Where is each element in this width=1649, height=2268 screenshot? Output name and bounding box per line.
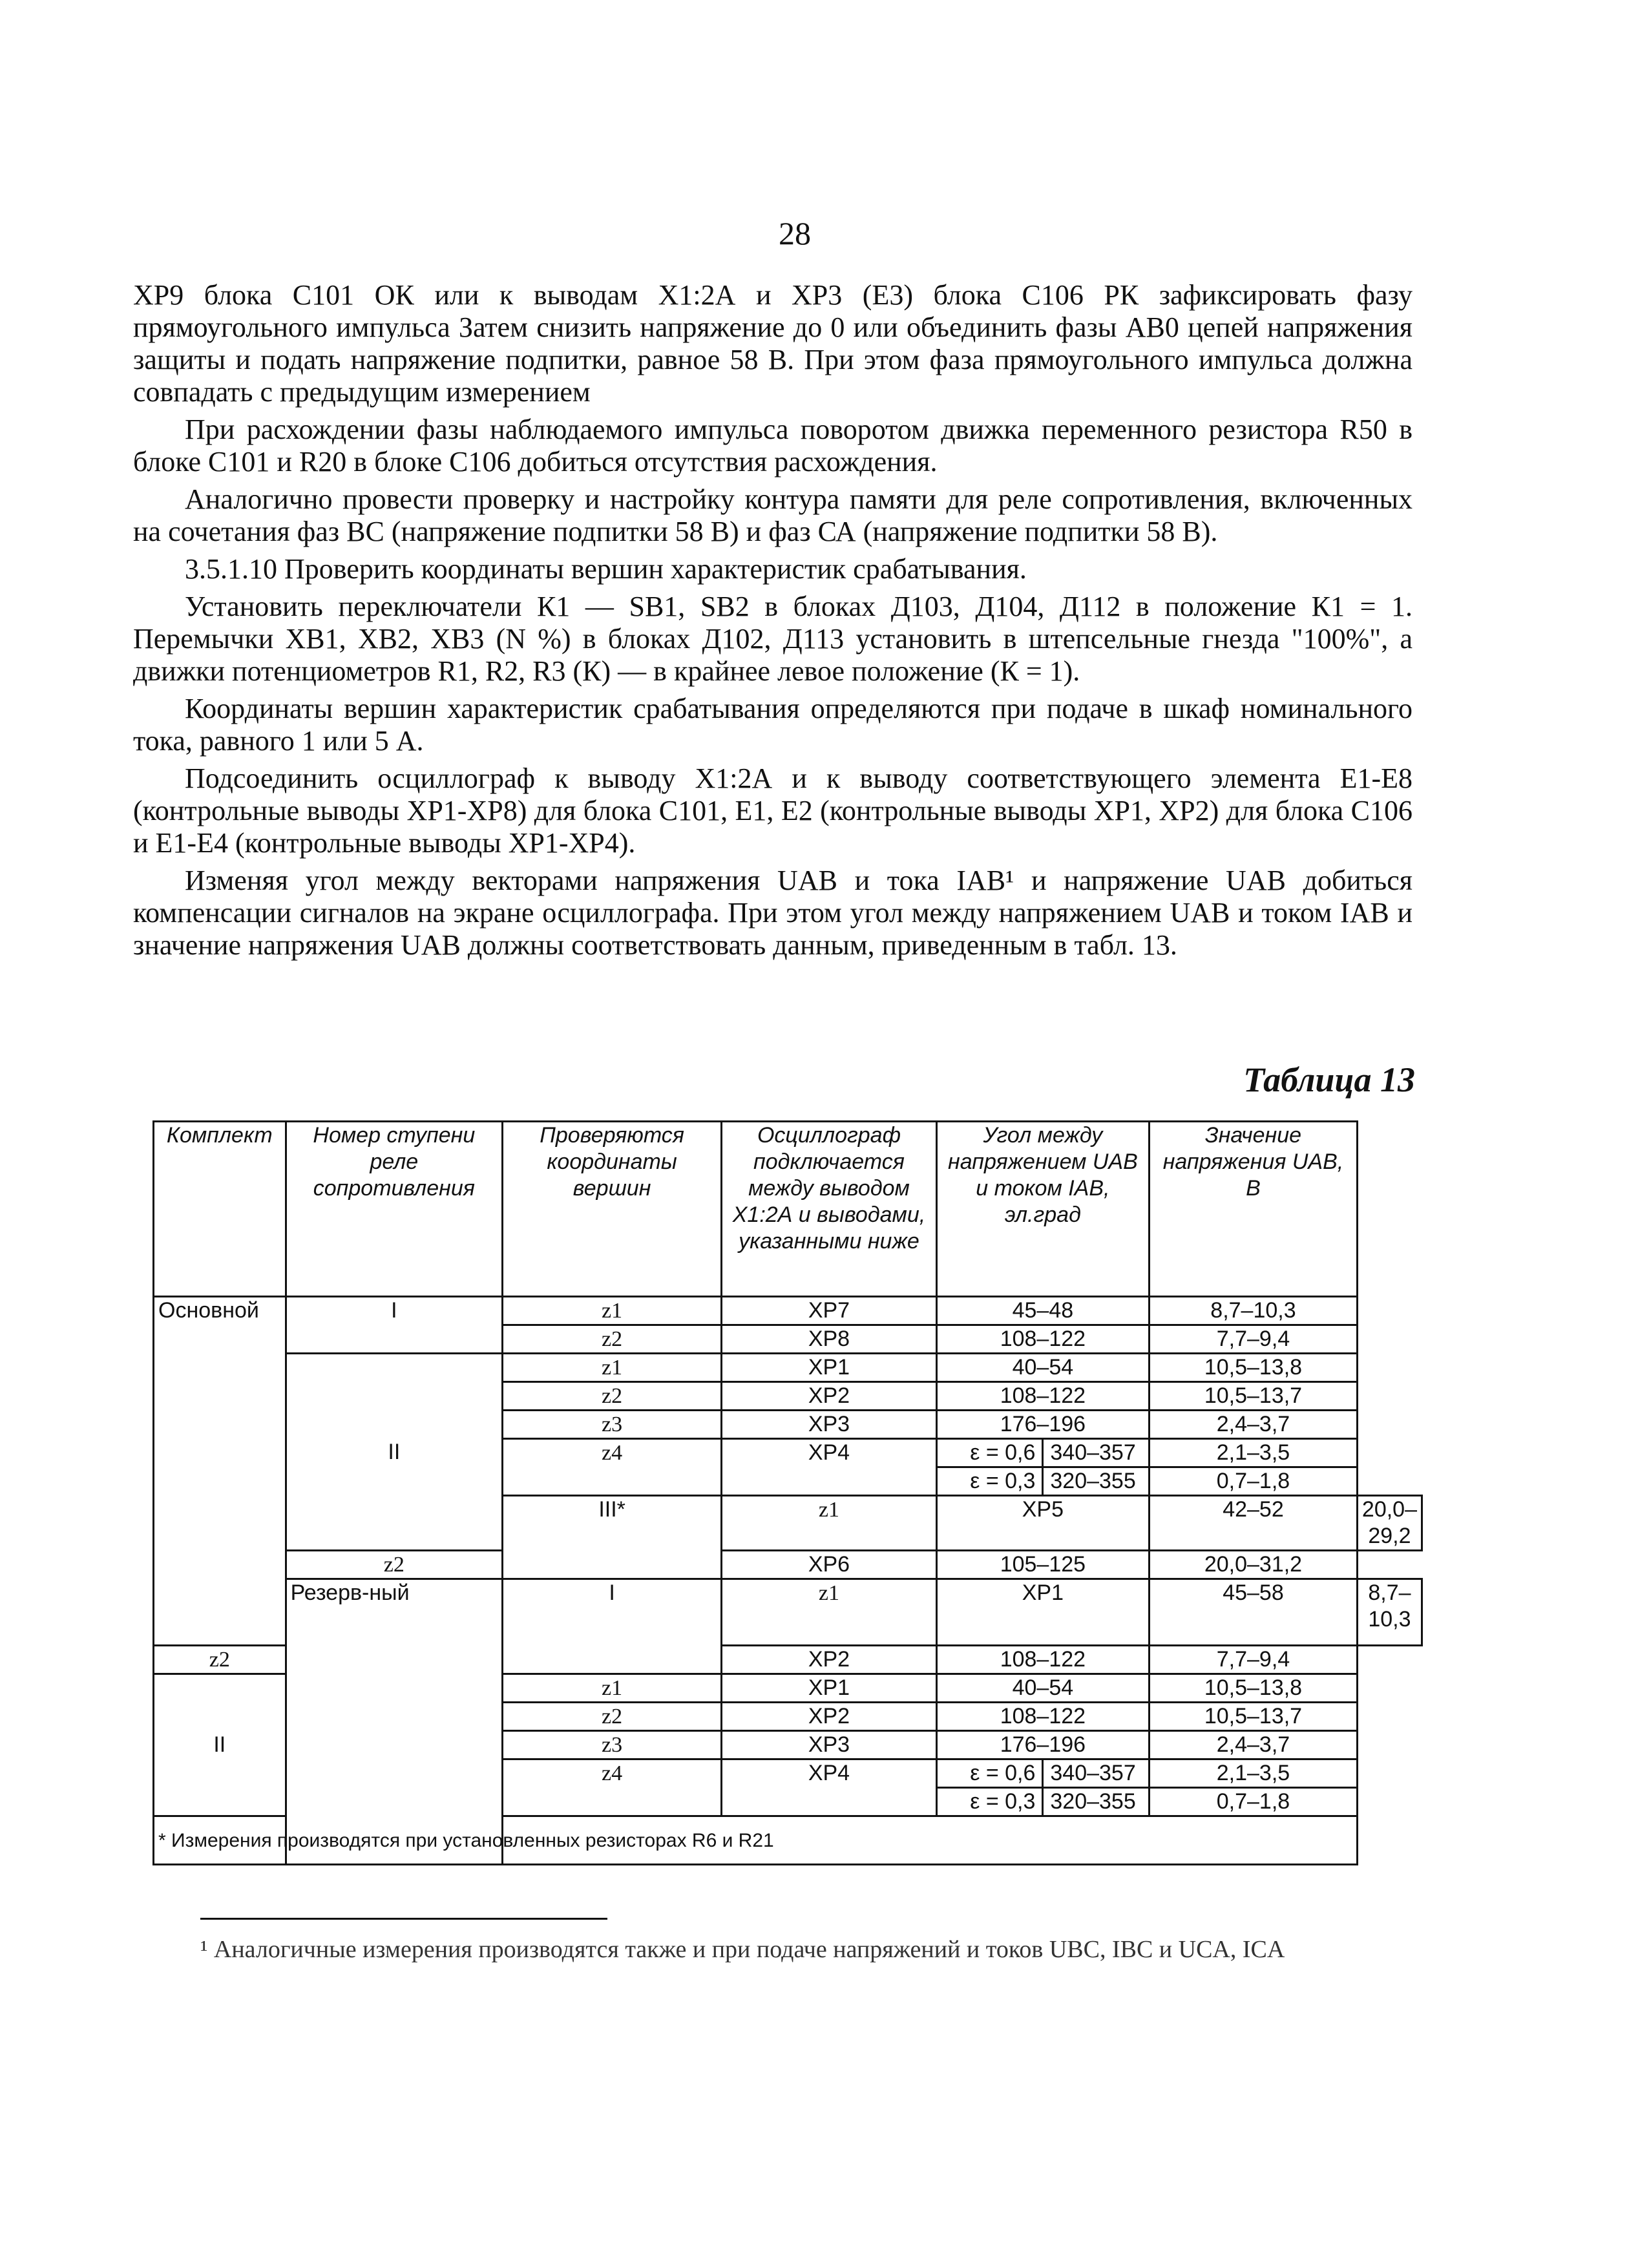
header-coordinates: Проверяются координаты вершин	[503, 1122, 722, 1297]
header-voltage: Значение напряжения UAB, В	[1150, 1122, 1358, 1297]
kit-main: Основной	[154, 1297, 286, 1646]
table-caption: Таблица 13	[1243, 1060, 1415, 1099]
paragraph: Координаты вершин характеристик срабатывания определяются при подаче в шкаф номинального тока, равного 1 или 5 А.	[133, 693, 1413, 757]
header-oscilloscope: Осциллограф подключается между выводом Х1:2А и выводами, указанными ниже	[722, 1122, 937, 1297]
table-row: II z1 ХР1 40–54 10,5–13,8	[154, 1354, 1422, 1382]
table-row: II z1 ХР1 40–54 10,5–13,8	[154, 1674, 1422, 1703]
header-angle: Угол между напряжением UAB и током IAB, эл.град	[936, 1122, 1149, 1297]
table-footnote-row	[154, 1816, 1422, 1865]
table-row: ε = 0,3 320–355 0,7–1,8	[154, 1788, 1422, 1816]
footnote-divider	[200, 1918, 607, 1920]
table-header-row	[154, 1122, 1422, 1297]
paragraph: 3.5.1.10 Проверить координаты вершин характеристик срабатывания.	[185, 553, 1027, 585]
paragraph: Установить переключатели К1 — SВ1, SВ2 в блоках Д103, Д104, Д112 в положение К1 = 1. Перемычки ХВ1, ХВ2, ХВ3 (N %) в блоках Д102, Д113 установить в штепсельные гнезда "100%", а движки потенциометров R1, R2, R3 (К) — в крайнее левое положение (К = 1).	[133, 591, 1413, 687]
header-kit: Комплект	[154, 1122, 286, 1297]
table-row: z4 ХР4 ε = 0,6 340–357 2,1–3,5	[154, 1439, 1422, 1467]
table-row: z3 ХР3 176–196 2,4–3,7	[154, 1411, 1422, 1439]
paragraph: Подсоединить осциллограф к выводу Х1:2А и к выводу соответствующего элемента Е1-Е8 (контрольные выводы ХР1-ХР8) для блока С101, Е1, Е2 (контрольные выводы ХР1, ХР2) для блока С106 и Е1-Е4 (контрольные выводы ХР1-ХР4).	[133, 762, 1413, 859]
table-row: z2 ХР2 108–122 10,5–13,7	[154, 1703, 1422, 1731]
paragraph: При расхождении фазы наблюдаемого импульса поворотом движка переменного резистора R50 в блоке С101 и R20 в блоке С106 добиться отсутствия расхождения.	[133, 414, 1413, 478]
stage-cell: II	[286, 1354, 502, 1551]
table-row: z2 ХР8 108–122 7,7–9,4	[154, 1325, 1422, 1354]
body-text	[133, 279, 1413, 961]
table-row: z2 ХР2 108–122 7,7–9,4	[154, 1646, 1422, 1674]
header-stage: Номер ступени реле сопротивления	[286, 1122, 502, 1297]
paragraph: ХР9 блока С101 ОК или к выводам Х1:2А и ХР3 (Е3) блока С106 РК зафиксировать фазу прямоугольного импульса Затем снизить напряжение до 0 или объединить фазы АВ0 цепей напряжения защиты и подать напряжение подпитки, равное 58 В. При этом фаза прямоугольного импульса должна совпадать с предыдущим измерением	[133, 279, 1413, 408]
stage-cell: I	[286, 1297, 502, 1354]
table-row: z2 ХР6 105–125 20,0–31,2	[154, 1551, 1422, 1579]
page-number: 28	[779, 215, 811, 251]
stage-cell: II	[154, 1674, 286, 1816]
kit-reserve: Резерв-ный	[286, 1579, 502, 1865]
table-13	[152, 1120, 1423, 1865]
table-row: Резерв-ный I z1 ХР1 45–58 8,7–10,3	[154, 1579, 1422, 1646]
page-footnote: ¹ Аналогичные измерения производятся также и при подаче напряжений и токов UBC, IBC и UCA, ICA	[200, 1936, 1285, 1963]
table-row: z2 ХР2 108–122 10,5–13,7	[154, 1382, 1422, 1411]
table-footnote: * Измерения производятся при установленных резисторах R6 и R21	[154, 1816, 1358, 1865]
table-row: ε = 0,3 320–355 0,7–1,8	[154, 1467, 1422, 1496]
paragraph: Аналогично провести проверку и настройку контура памяти для реле сопротивления, включенных на сочетания фаз ВС (напряжение подпитки 58 В) и фаз СА (напряжение подпитки 58 В).	[133, 483, 1413, 547]
table-row: z3 ХР3 176–196 2,4–3,7	[154, 1731, 1422, 1759]
table-row: z4 ХР4 ε = 0,6 340–357 2,1–3,5	[154, 1759, 1422, 1788]
table-row: Основной I z1 ХР7 45–48 8,7–10,3	[154, 1297, 1422, 1325]
paragraph: Изменяя угол между векторами напряжения UAB и тока IAB¹ и напряжение UAB добиться компенсации сигналов на экране осциллографа. При этом угол между напряжением UAB и током IAB и значение напряжения UAB должны соответствовать данным, приведенным в табл. 13.	[133, 865, 1413, 961]
table-row: III* z1 ХР5 42–52 20,0–29,2	[154, 1496, 1422, 1551]
stage-cell: III*	[503, 1496, 722, 1579]
stage-cell: I	[503, 1579, 722, 1674]
